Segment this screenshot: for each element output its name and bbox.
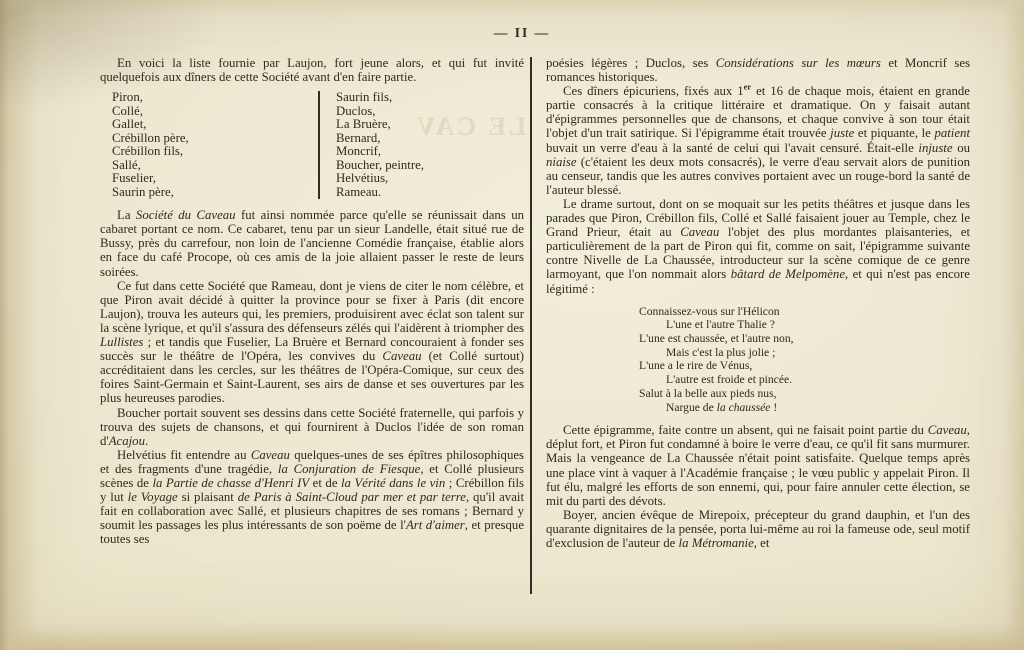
paragraph <box>546 81 970 197</box>
text-run: et Moncrif ses romances historiques. <box>546 56 970 85</box>
name-list-item: Helvétius, <box>336 171 389 186</box>
italic-text: Lullistes <box>100 335 144 350</box>
name-list-item: Piron, <box>112 90 143 105</box>
italic-text: la Métromanie <box>678 535 754 550</box>
name-list-item: Boucher, peintre, <box>336 157 424 172</box>
name-list-divider-rule <box>318 91 320 199</box>
text-run: quelques-unes de ses épîtres philosophiques et des fragments d'une tragédie, <box>100 447 525 476</box>
text-run: et piquante, le <box>854 126 935 141</box>
paragraph <box>100 279 524 406</box>
text-run: L'une et l'autre Thalie ? <box>666 318 775 332</box>
left-column <box>100 56 527 547</box>
name-list-item: Duclos, <box>336 103 376 118</box>
name-list-item: Saurin père, <box>112 184 174 199</box>
text-run: . <box>144 433 149 448</box>
name-list-item: Gallet, <box>112 117 147 132</box>
verse-line <box>639 359 877 373</box>
italic-text: la Partie de chasse d'Henri IV <box>152 475 310 490</box>
text-run: L'une est chaussée, et l'autre non, <box>639 332 794 345</box>
text-run: buvait un verre d'eau à la santé de celui qui l'avait censuré. Était-elle <box>546 140 919 155</box>
italic-text: Caveau <box>927 423 967 438</box>
name-list-item: Crébillon fils, <box>112 144 184 159</box>
italic-text: bâtard de Melpomène <box>730 267 845 282</box>
italic-text: patient <box>934 126 970 141</box>
text-run: Salut à la belle aux pieds nus, <box>639 386 777 400</box>
paragraph <box>100 406 524 448</box>
verse-line <box>666 373 877 387</box>
verse-line <box>639 332 877 346</box>
text-run: si plaisant <box>177 490 238 505</box>
verse-line <box>639 387 877 401</box>
italic-text: le Voyage <box>127 490 178 505</box>
italic-text: la Conjuration de Fiesque <box>277 461 421 476</box>
name-list-item: Sallé, <box>112 157 141 172</box>
name-list-item: Saurin fils, <box>336 90 393 105</box>
text-run: Le drame surtout, dont on se moquait sur les petits théâtres et jusque dans les parades que Piron, Crébillon fils, Collé et Sallé faisaient jouer au Temple, chez le Grand Prieur, était au <box>546 196 970 240</box>
italic-text: Considérations sur les mœurs <box>715 56 881 70</box>
verse-line <box>666 318 877 332</box>
name-list-item: La Bruère, <box>336 117 391 132</box>
name-list-item: Bernard, <box>336 130 381 145</box>
text-run: Connaissez-vous sur l'Hélicon <box>639 304 780 318</box>
italic-text: injuste <box>918 140 953 155</box>
text-run: Mais c'est la plus jolie ; <box>666 345 776 359</box>
text-run: ou <box>952 140 970 155</box>
italic-text: Caveau <box>680 225 720 240</box>
verse-line <box>666 346 877 360</box>
name-list-item: Crébillon père, <box>112 130 189 145</box>
name-list-item: Fuselier, <box>112 171 156 186</box>
text-run: ! <box>770 400 778 414</box>
italic-text: niaise <box>546 154 577 169</box>
text-run: Nargue de <box>666 400 717 414</box>
verse-line <box>666 401 877 415</box>
text-run: (et Collé surtout) accréditaient dans les cercles, sur les théâtres de l'Opéra-Comique, sur ceux des foires Saint-Germain et Saint-Laurent, ses airs de danse et ses ouvertures par les plus heureuses parodies. <box>100 349 524 406</box>
paragraph <box>546 197 970 296</box>
italic-text: Société du Caveau <box>135 208 236 223</box>
paragraph <box>546 423 970 508</box>
column-divider-rule <box>530 57 532 594</box>
text-run: , et <box>753 535 770 550</box>
name-list-item: Rameau. <box>336 184 382 199</box>
text-run: Ces dîners épicuriens, fixés aux 1 <box>563 84 744 99</box>
text-run: , et qui n'est pas encore légitimé : <box>546 267 970 296</box>
name-list-column-left <box>112 91 318 199</box>
paragraph <box>546 508 970 550</box>
text-run: En voici la liste fournie par Laujon, fort jeune alors, et qui fut invité quelquefois aux dîners de cette Société avant d'en faire partie. <box>100 56 524 85</box>
paragraph <box>100 56 524 84</box>
paragraph <box>100 208 524 278</box>
text-run: L'une a le rire de Vénus, <box>639 359 753 373</box>
text-run: (c'étaient les deux mots consacrés), le verre d'eau servait alors de punition au censeur, tandis que les autres convives portaient avec un rouge-bord la santé de l'auteur blessé. <box>546 154 970 197</box>
paragraph <box>100 448 524 547</box>
epigram-verse <box>639 305 877 415</box>
text-run: poésies légères ; Duclos, ses <box>546 56 716 70</box>
text-run: l'objet des plus mordantes plaisanteries, et particulièrement de la part de Piron qui fit, comme on sait, l'épigramme suivante contre Nivelle de La Chaussée, introducteur sur la scène comique de ce genre larmoyant, que l'on nommait alors <box>546 225 971 282</box>
text-run: Helvétius fit entendre au <box>117 447 251 462</box>
text-run: Cette épigramme, faite contre un absent, qui ne faisait point partie du <box>563 423 928 438</box>
text-run: fut ainsi nommée parce qu'elle se réunissait dans un cabaret portant ce nom. Ce cabaret, tenu par un sieur Landelle, était situé rue de Bussy, près du carrefour, non loin de l'ancienne Comédie française, établie alors en face du café Procope, où ces amis de la joie allaient passer le reste de leurs soirées. <box>100 208 524 279</box>
text-run: Ce fut dans cette Société que Rameau, dont je viens de citer le nom célèbre, et que Piron avait décidé à quitter la province pour se fixer à Paris (dit encore Laujon), trouva les auteurs qui, les premiers, produisirent avec éclat son talent sur la scène lyrique, et qu'il s'assura des défenseurs zélés qui l'aidèrent à triompher des <box>100 278 524 335</box>
italic-text: de Paris à Saint-Cloud par mer et par terre <box>237 490 466 505</box>
name-list-item: Moncrif, <box>336 144 382 159</box>
text-run: et de <box>309 475 341 490</box>
text-run: Boucher portait souvent ses dessins dans cette Société fraternelle, qui parfois y trouva des sujets de chansons, et qui fournirent à Duclos l'idée de son roman d' <box>100 405 524 448</box>
italic-text: juste <box>830 126 855 141</box>
superscript-text: er <box>743 81 752 92</box>
text-run: La <box>117 208 136 223</box>
verse-line <box>639 305 877 319</box>
text-run: , et presque toutes ses <box>100 518 524 547</box>
paragraph <box>546 56 970 84</box>
italic-text: la Vérité dans le vin <box>341 475 446 490</box>
name-list-item: Collé, <box>112 103 143 118</box>
italic-text: la chaussée <box>716 400 771 414</box>
text-run: , déplut fort, et Piron fut condamné à boire le verre d'eau, ce qu'il fit sans murmurer. Mais la vengeance de La Chaussée n'était point satisfaite. Quelque temps après une place vint à vaquer à l'Académie française ; le vœu public y appelait Piron. Il fut élu, malgré les efforts de son ennemi, qui, pour faire annuler cette élection, se mit du parti des dévots. <box>546 423 970 508</box>
page-number: — II — <box>493 25 551 40</box>
name-list-column-right <box>336 90 527 199</box>
italic-text: Acajou <box>108 433 145 448</box>
show-through-text: LE CAV <box>414 112 527 141</box>
text-run: , et Collé plusieurs scènes de <box>100 461 524 490</box>
italic-text: Caveau <box>250 447 290 462</box>
text-run: Boyer, ancien évêque de Mirepoix, précepteur du grand dauphin, et l'un des quarante dignitaires de la pensée, porta lui-même au roi la fameuse ode, seul motif d'exclusion de l'auteur de <box>546 507 970 550</box>
text-run: L'autre est froide et pincée. <box>666 373 793 387</box>
italic-text: Art d'aimer <box>405 518 465 533</box>
text-run: , qu'il avait fait en collaboration avec Sallé, et plusieurs chapitres de ses romans ; Bernard y soumit les passages les plus intéressants de son poëme de l' <box>100 490 524 533</box>
text-run: ; Crébillon fils y lut <box>100 475 525 505</box>
text-run: ; et tandis que Fuselier, La Bruère et Bernard concouraient à fonder ses succès sur le théâtre de l'Opéra, les convives du <box>100 335 524 364</box>
right-column <box>546 56 970 550</box>
italic-text: Caveau <box>382 349 422 364</box>
text-run: et 16 de chaque mois, étaient en grande partie consacrés à la critique littéraire et dramatique. On y faisait autant d'épigrammes personnelles que de chansons, et chaque convive à son tour était l'objet d'un trait satirique. Si l'épigramme était trouvée <box>546 84 970 141</box>
name-list <box>112 90 527 199</box>
